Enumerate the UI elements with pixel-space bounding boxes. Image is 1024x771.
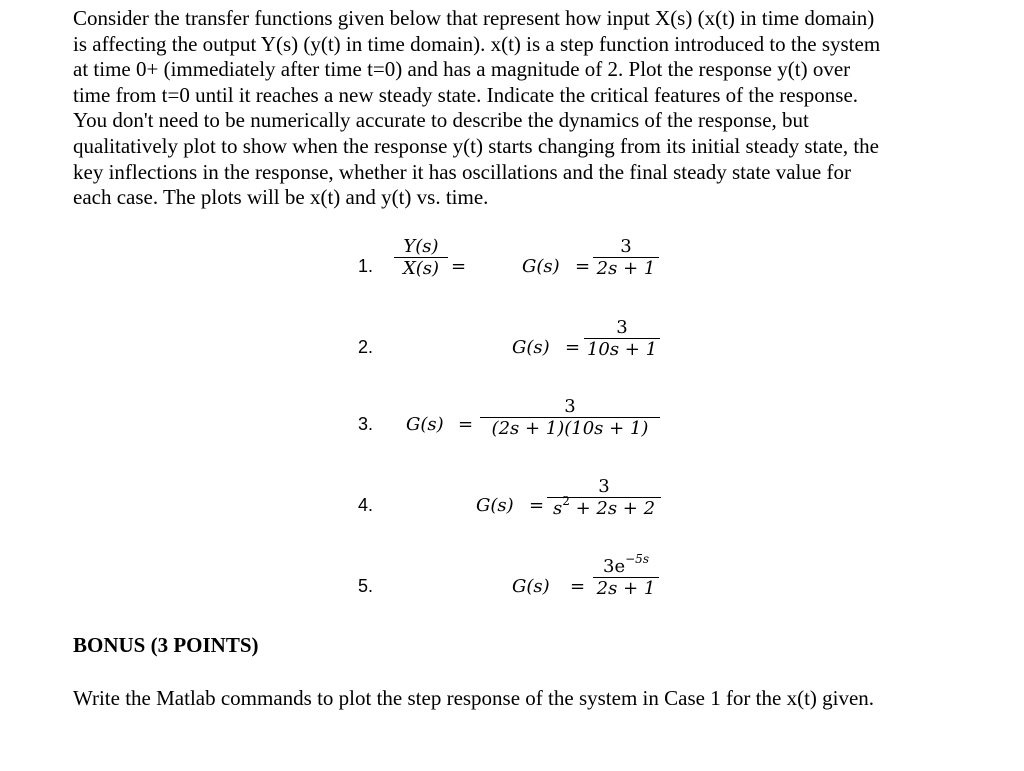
transfer-function-fraction xyxy=(584,317,660,360)
numerator-base: 3e xyxy=(603,556,626,577)
problem-line: Consider the transfer functions given below that represent how input X(s) (x(t) in time domain) xyxy=(73,6,875,30)
equals-sign: = xyxy=(565,337,581,358)
problem-line: key inflections in the response, whether it has oscillations and the final steady state value for xyxy=(73,159,851,184)
equals-sign: = xyxy=(458,414,474,435)
problem-line: qualitatively plot to show when the response y(t) starts changing from its initial steady state, the xyxy=(73,133,879,158)
fraction-numerator: 3 xyxy=(564,396,576,417)
fraction-denominator: 2s + 1 xyxy=(596,578,656,599)
transfer-function-lhs: G(s) xyxy=(476,495,514,516)
fraction-denominator: 2s + 1 xyxy=(596,258,656,279)
problem-line: You don't need to be numerically accurate to describe the dynamics of the response, but xyxy=(73,108,809,133)
equals-sign: = xyxy=(529,495,545,516)
equals-sign: = xyxy=(575,256,591,277)
case-number: 5. xyxy=(358,576,374,596)
equals-sign: = xyxy=(451,256,467,277)
fraction-denominator xyxy=(547,494,661,519)
transfer-function-lhs: G(s) xyxy=(512,337,550,358)
denominator-exponent: 2 xyxy=(562,494,570,508)
transfer-function-fraction xyxy=(593,236,659,279)
fraction-numerator xyxy=(593,552,659,577)
equals-sign: = xyxy=(570,576,586,597)
fraction-numerator: 3 xyxy=(620,236,632,257)
bonus-question: Write the Matlab commands to plot the step response of the system in Case 1 for the x(t) given. xyxy=(73,686,875,710)
fraction-denominator: 10s + 1 xyxy=(586,339,658,360)
numerator-exponent: −5s xyxy=(625,552,649,566)
denominator-rest: + 2s + 2 xyxy=(569,498,656,519)
transfer-function-fraction xyxy=(547,476,661,519)
problem-line: time from t=0 until it reaches a new steady state. Indicate the critical features of the response. xyxy=(73,82,859,107)
bonus-heading: BONUS (3 POINTS) xyxy=(73,633,259,657)
ratio-numerator: Y(s) xyxy=(403,236,439,257)
case-number: 1. xyxy=(358,256,374,276)
fraction-numerator: 3 xyxy=(598,476,610,497)
case-number: 2. xyxy=(358,337,374,357)
problem-line: each case. The plots will be x(t) and y(t) vs. time. xyxy=(73,185,489,210)
transfer-function-fraction xyxy=(480,396,660,439)
transfer-function-fraction xyxy=(593,552,659,599)
problem-statement xyxy=(73,6,953,211)
case-number: 4. xyxy=(358,495,374,515)
problem-line: at time 0+ (immediately after time t=0) and has a magnitude of 2. Plot the response y(t) over xyxy=(73,57,851,82)
transfer-function-lhs: G(s) xyxy=(522,256,560,277)
fraction-numerator: 3 xyxy=(616,317,628,338)
problem-line: is affecting the output Y(s) (y(t) in time domain). x(t) is a step function introduced to the system xyxy=(73,31,881,56)
case-number: 3. xyxy=(358,414,374,434)
ratio-fraction xyxy=(394,236,448,279)
transfer-function-lhs: G(s) xyxy=(406,414,444,435)
denominator-base: s xyxy=(552,498,563,519)
transfer-function-lhs: G(s) xyxy=(512,576,550,597)
ratio-denominator: X(s) xyxy=(402,258,440,279)
fraction-denominator: (2s + 1)(10s + 1) xyxy=(491,418,649,439)
